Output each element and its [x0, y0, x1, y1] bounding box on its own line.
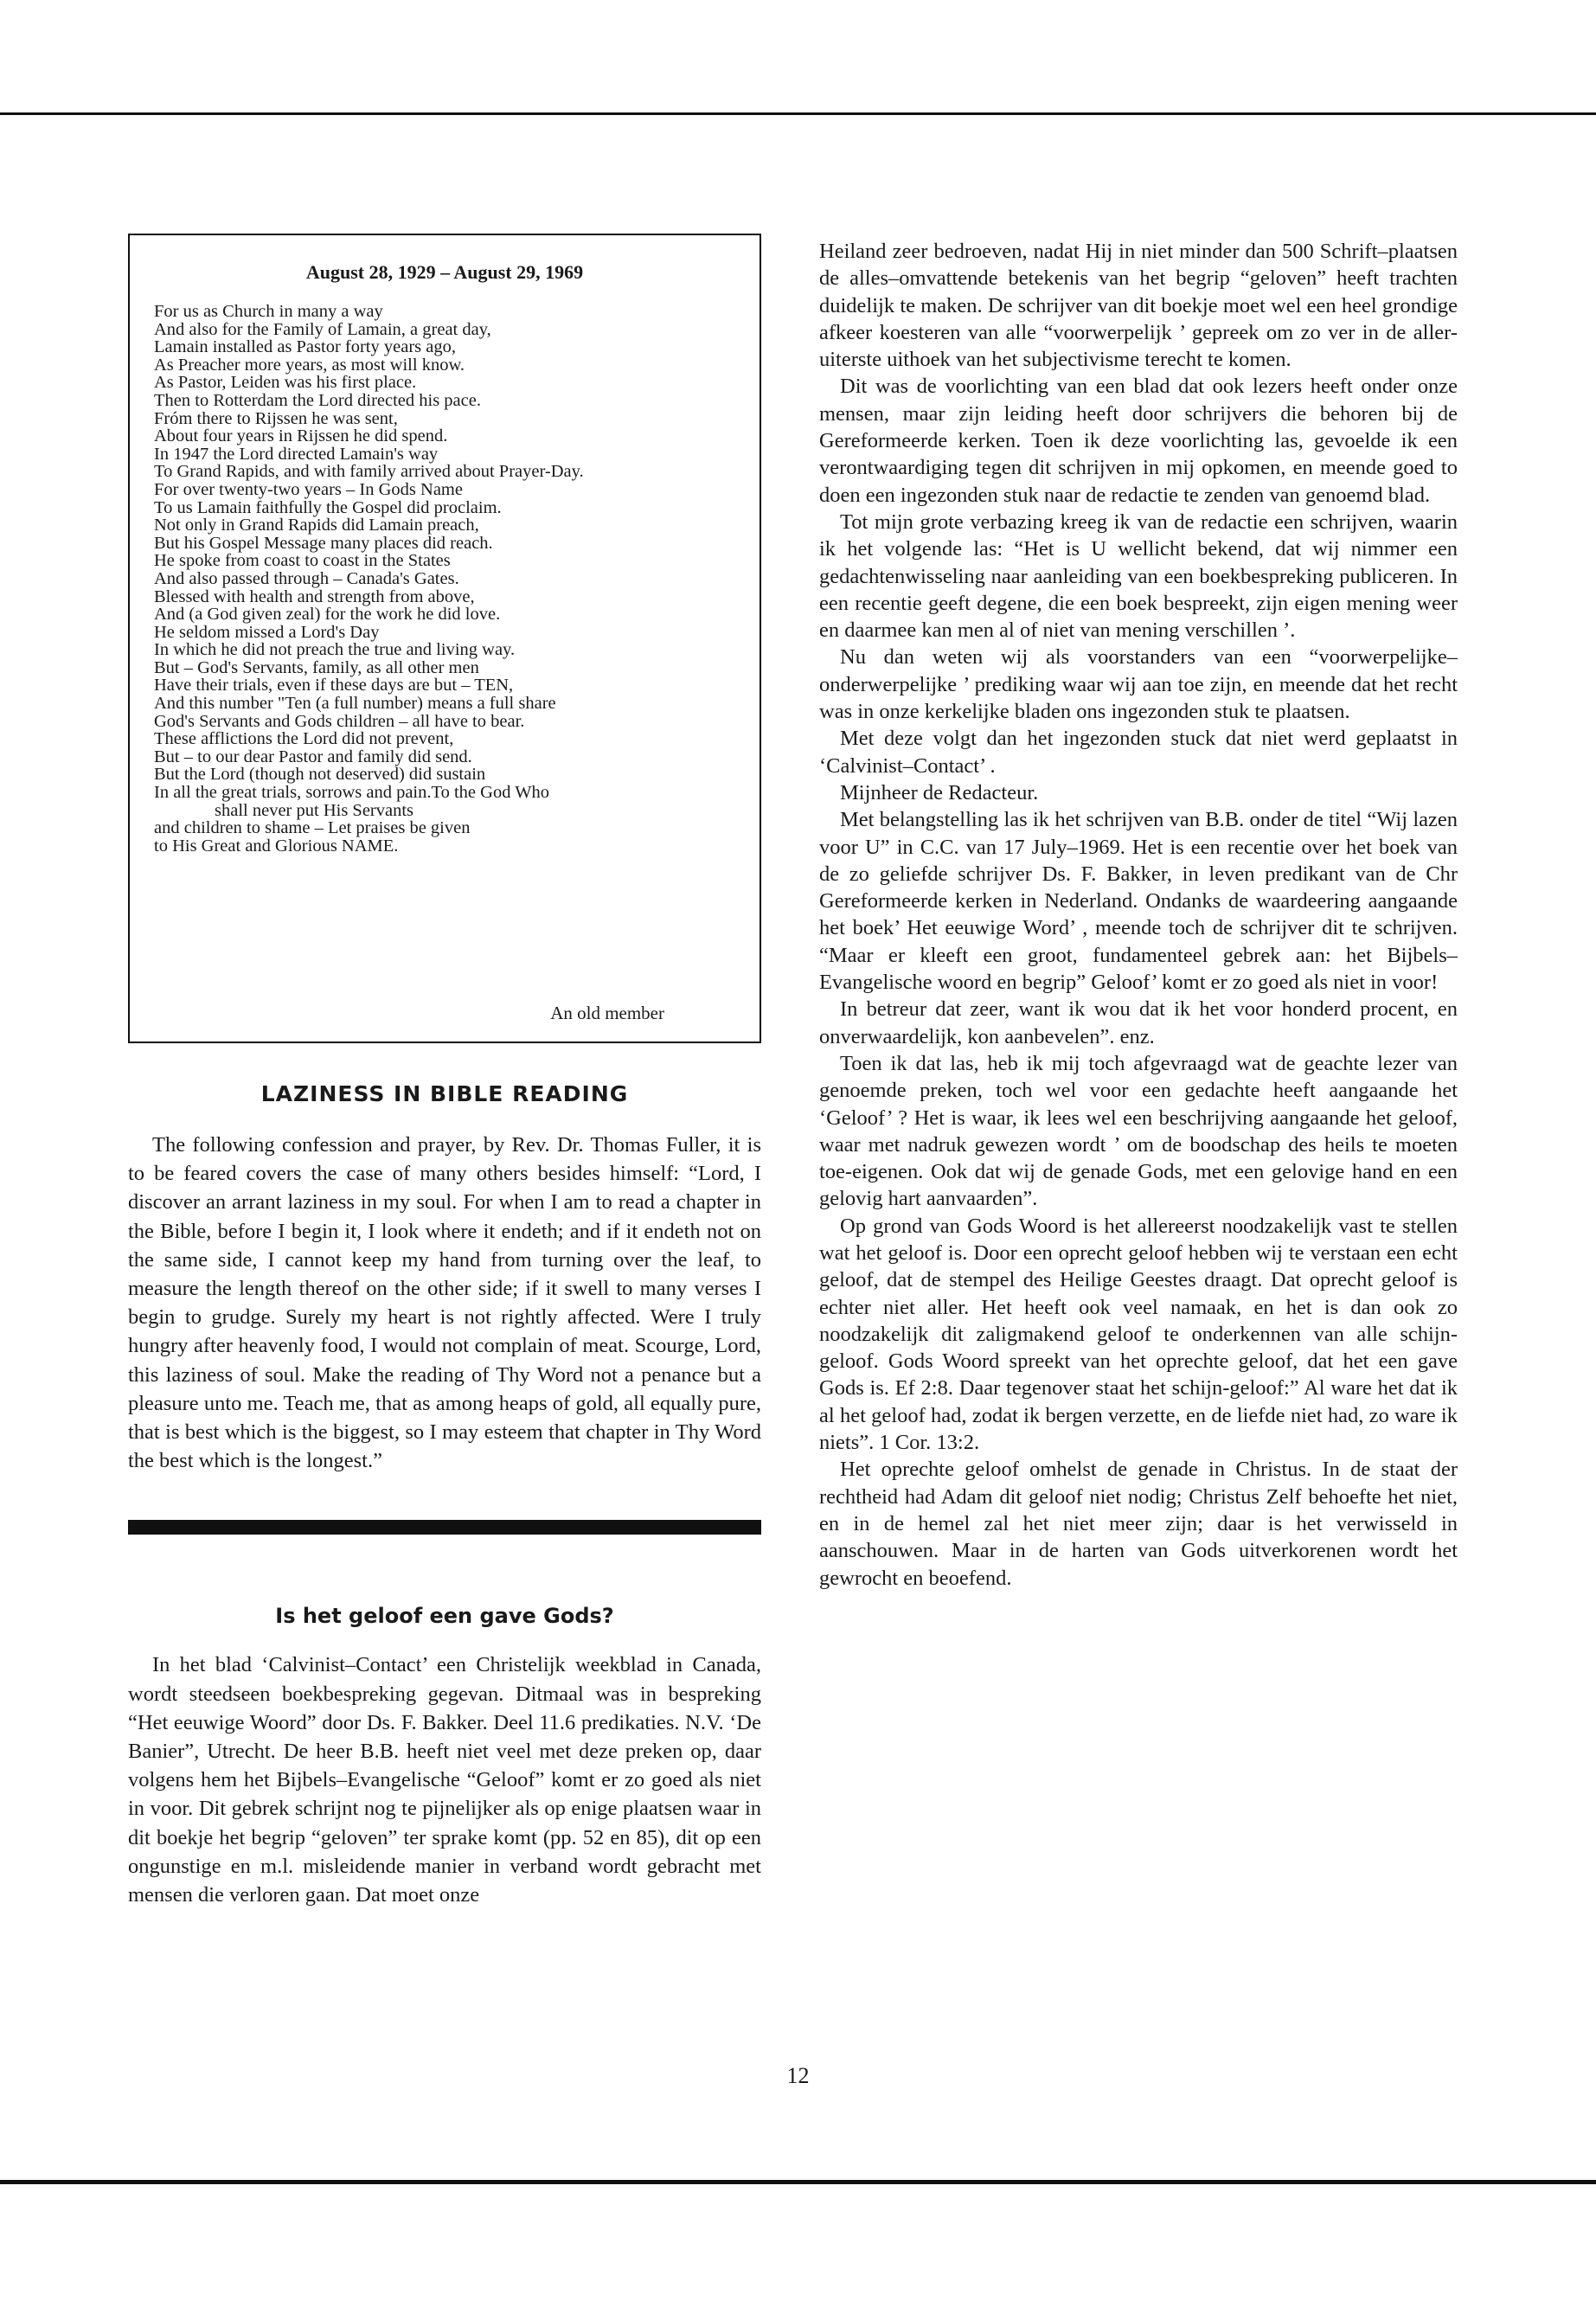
- article-paragraph: Met deze volgt dan het ingezonden stuck dat niet werd geplaatst in ‘Calvinist–Contact’ .: [819, 727, 1458, 778]
- poem-signature: An old member: [550, 1003, 664, 1023]
- poem-line: To us Lamain faithfully the Gospel did proclaim.: [154, 497, 502, 517]
- poem-line: shall never put His Servants: [215, 800, 414, 820]
- poem-line: He seldom missed a Lord's Day: [154, 622, 380, 642]
- poem-line: God's Servants and Gods children – all have to bear.: [154, 711, 525, 731]
- poem-line: As Preacher more years, as most will know.: [154, 355, 465, 375]
- poem-box: [128, 234, 761, 1043]
- poem-line: But – God's Servants, family, as all other men: [154, 657, 479, 677]
- poem-lines: [154, 303, 735, 855]
- poem-line: and children to shame – Let praises be given: [154, 818, 471, 838]
- laziness-paragraph: The following confession and prayer, by Rev. Dr. Thomas Fuller, it is to be feared covers the case of many others besides himself: “Lord, I discover an arrant laziness in my soul. For when I am to read a chapter in the Bible, before I begin it, I look where it endeth; and if it endeth not on the same side, I cannot keep my hand from turning over the leaf, to measure the length thereof on the other side; if it swell to many verses I begin to grudge. Surely my heart is not rightly affected. Were I truly hungry after heavenly food, I would not complain of meat. Scourge, Lord, this laziness of soul. Make the reading of Thy Word not a penance but a pleasure unto me. Teach me, that as among heaps of gold, all equally pure, that is best which is the biggest, so I may esteem that chapter in Thy Word the best which is the longest.”: [128, 1133, 761, 1473]
- poem-line: But his Gospel Message many places did reach.: [154, 533, 493, 553]
- letter-salutation: Mijnheer de Redacteur.: [840, 780, 1039, 804]
- right-column: [819, 238, 1458, 1592]
- poem-line: For over twenty-two years – In Gods Name: [154, 479, 463, 499]
- poem-line: Have their trials, even if these days are but – TEN,: [154, 676, 514, 695]
- poem-line: Then to Rotterdam the Lord directed his pace.: [154, 390, 481, 410]
- article-paragraph: In betreur dat zeer, want ik wou dat ik het voor honderd procent, en onverwaardelijk, kon aanbevelen”. enz.: [819, 997, 1458, 1048]
- article-paragraph: Tot mijn grote verbazing kreeg ik van de redactie een schrijven, waarin ik het volgende las: “Het is U wellicht bekend, dat wij nimmer een gedachtenwisseling naar aanleiding van een boekbespreking publiceren. In een recentie geeft degene, die een boek bespreekt, zijn eigen mening weer en daarmee kan men al of niet van mening verschillen ’.: [819, 510, 1458, 643]
- top-rule: [0, 112, 1596, 115]
- article-paragraph: Met belangstelling las ik het schrijven van B.B. onder de titel “Wij lazen voor U” in C.C. van 17 July–1969. Het is een recentie over het boek van de zo geliefde schrijver Ds. F. Bakker, in leven predikant van de Chr Gereformeerde kerken in Nederland. Ondanks de waardeering aangaande het boek’ Het eeuwige Word’ , meende toch de schrijver dit te schrijven. “Maar er kleeft een groot, fundamenteel gebrek aan: het Bijbels–Evangelische woord en begrip” Geloof’ komt er zo goed als niet in voor!: [819, 808, 1458, 995]
- page-number: 12: [786, 2063, 810, 2088]
- poem-line: And also for the Family of Lamain, a great day,: [154, 319, 491, 339]
- poem-line: To Grand Rapids, and with family arrived about Prayer-Day.: [154, 462, 584, 482]
- poem-line: He spoke from coast to coast in the States: [154, 551, 451, 571]
- left-column: [128, 234, 761, 1909]
- poem-line: Lamain installed as Pastor forty years ago,: [154, 337, 456, 357]
- poem-title: August 28, 1929 – August 29, 1969: [305, 261, 584, 283]
- section-divider-bar: [128, 1520, 761, 1535]
- poem-line: to His Great and Glorious NAME.: [154, 836, 399, 856]
- poem-line: But – to our dear Pastor and family did send.: [154, 747, 472, 766]
- section-heading-laziness: LAZINESS IN BIBLE READING: [260, 1081, 629, 1106]
- poem-line: About four years in Rijssen he did spend.: [154, 426, 448, 446]
- poem-line: Not only in Grand Rapids did Lamain preach,: [154, 516, 479, 535]
- poem-line: Blessed with health and strength from above,: [154, 586, 475, 606]
- poem-line: For us as Church in many a way: [154, 302, 383, 321]
- article-paragraph: Heiland zeer bedroeven, nadat Hij in niet minder dan 500 Schrift–plaatsen de alles–omvattende betekenis van het begrip “geloven” heeft trachten duidelijk te maken. De schrijver van dit boekje moet wel een heel grondige afkeer koesteren van alle “voorwerpelijk ’ gepreek om zo ver in de aller-uiterste uithoek van het subjectivisme terecht te komen.: [819, 240, 1458, 372]
- poem-line: Fróm there to Rijssen he was sent,: [154, 408, 398, 428]
- bottom-rule: [0, 2180, 1596, 2184]
- article-paragraph: Nu dan weten wij als voorstanders van een “voorwerpelijke–onderwerpelijke ’ prediking waar wij aan toe zijn, en meende dat het recht was in onze kerkelijke bladen ons ingezonden stuk te plaatsen.: [819, 645, 1458, 724]
- poem-line: And (a God given zeal) for the work he did love.: [154, 605, 501, 625]
- geloof-paragraph: In het blad ‘Calvinist–Contact’ een Christelijk weekblad in Canada, wordt steedseen boekbespreking gegevan. Ditmaal was in bespreking “Het eeuwige Woord” door Ds. F. Bakker. Deel 11.6 predikaties. N.V. ‘De Banier”, Utrecht. De heer B.B. heeft niet veel met deze preken op, daar volgens hem het Bijbels–Evangelische “Geloof” komt er zo goed als niet in voor. Dit gebrek schrijnt nog te pijnelijker als op enige plaatsen waar in dit boekje het begrip “geloven” ter sprake komt (pp. 52 en 85), dit op een ongunstige en m.l. misleidende manier in verband wordt gebracht met mensen die verloren gaan. Dat moet onze: [128, 1653, 761, 1907]
- poem-line: And this number "Ten (a full number) means a full share: [154, 694, 556, 714]
- article-paragraph: Dit was de voorlichting van een blad dat ook lezers heeft onder onze mensen, maar zijn leiding heeft door schrijvers die behoren bij de Gereformeerde kerken. Toen ik deze voorlichting las, gevoelde ik een verontwaardiging tegen dit schrijven in mij opkomen, en meende goed to doen een ingezonden stuk naar de redactie te zenden van genoemd blad.: [819, 375, 1458, 507]
- poem-line: In 1947 the Lord directed Lamain's way: [154, 444, 439, 464]
- poem-line: And also passed through – Canada's Gates.: [154, 568, 459, 588]
- poem-line: As Pastor, Leiden was his first place.: [154, 373, 417, 393]
- poem-line: These afflictions the Lord did not prevent,: [154, 729, 454, 749]
- article-paragraph: Het oprechte geloof omhelst de genade in Christus. In de staat der rechtheid had Adam dit geloof niet nodig; Christus Zelf behoefte het niet, en in de hemel zal het niet meer zijn; daar is het verwisseld in aanschouwen. Maar in de harten van Gods uitverkorenen wordt het gewrocht en beoefend.: [819, 1458, 1458, 1590]
- poem-line: In all the great trials, sorrows and pain.To the God Who: [154, 783, 550, 803]
- poem-line: In which he did not preach the true and living way.: [154, 640, 516, 660]
- poem-line: But the Lord (though not deserved) did sustain: [154, 765, 486, 785]
- article-paragraph: Op grond van Gods Woord is het allereerst noodzakelijk vast te stellen wat het geloof is. Door een oprecht geloof hebben wij te verstaan een echt geloof, dat de stempel des Heilige Geestes draagt. Dat oprecht geloof is echter niet aller. Het heeft ook veel namaak, en het is dan ook zo noodzakelijk dit zaligmakend geloof te onderkennen van alle schijn-geloof. Gods Woord spreekt van het oprechte geloof, dat het een gave Gods is. Ef 2:8. Daar tegenover staat het schijn-geloof:” Al ware het dat ik al het geloof had, zodat ik bergen verzette, en de liefde niet had, zo ware ik niets”. 1 Cor. 13:2.: [819, 1214, 1458, 1455]
- section-heading-geloof: Is het geloof een gave Gods?: [275, 1604, 614, 1629]
- article-paragraph: Toen ik dat las, heb ik mij toch afgevraagd wat de geachte lezer van genoemde preken, toch wel voor een gedachte heeft aangaande het ‘Geloof’ ? Het is waar, ik lees wel een beschrijving aangaande het geloof, waar met nadruk gewezen wordt ’ om de boodschap des heils te moeten toe-eigenen. Ook dat wij de genade Gods, met een gelovige hand en een gelovig hart aanvaarden”.: [819, 1051, 1458, 1211]
